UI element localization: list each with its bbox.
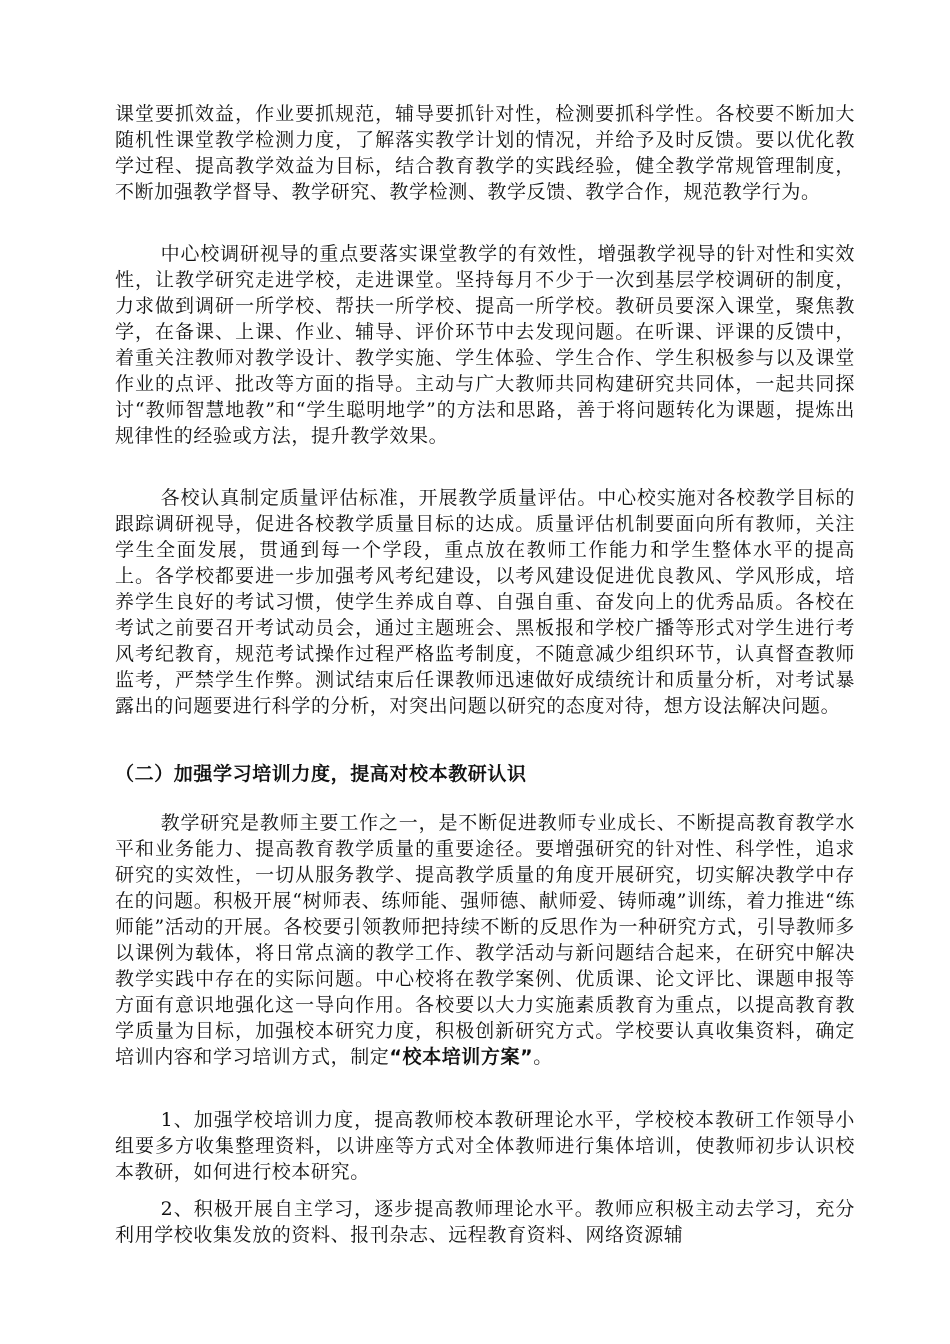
- paragraph-classroom-efficiency: 课堂要抓效益，作业要抓规范，辅导要抓针对性，检测要抓科学性。各校要不断加大随机性课堂教学检测力度，了解落实教学计划的情况，并给予及时反馈。要以优化教学过程、提高教学效益为目标，结合教育教学的实践经验，健全教学常规管理制度，不断加强教学督导、教学研究、教学检测、教学反馈、教学合作，规范教学行为。: [115, 103, 855, 203]
- school-training-plan-emphasis: “校本培训方案”: [389, 1046, 534, 1068]
- paragraph-item-1: 1、加强学校培训力度，提高教师校本教研理论水平，学校校本教研工作领导小组要多方收集整理资料，以讲座等方式对全体教师进行集体培训，使教师初步认识校本教研，如何进行校本研究。: [115, 1109, 855, 1183]
- paragraph-teaching-research-end: 。: [533, 1046, 553, 1068]
- paragraph-quality-assessment: 各校认真制定质量评估标准，开展教学质量评估。中心校实施对各校教学目标的跟踪调研视导，促进各校教学质量目标的达成。质量评估机制要面向所有教师，关注学生全面发展，贯通到每一个学段，重点放在教师工作能力和学生整体水平的提高上。各学校都要进一步加强考风考纪建设，以考风建设促进优良教风、学风形成，培养学生良好的考试习惯，使学生养成自尊、自强自重、奋发向上的优秀品质。各校在考试之前要召开考试动员会，通过主题班会、黑板报和学校广播等形式对学生进行考风考纪教育，规范考试操作过程严格监考制度，不随意减少组织环节，认真督查教师监考，严禁学生作弊。测试结束后任课教师迅速做好成绩统计和质量分析，对考试暴露出的问题要进行科学的分析，对突出问题以研究的态度对待，想方设法解决问题。: [115, 487, 855, 717]
- paragraph-teaching-research: [115, 810, 855, 1070]
- paragraph-item-2: 2、积极开展自主学习，逐步提高教师理论水平。教师应积极主动去学习，充分利用学校收集发放的资料、报刊杂志、远程教育资料、网络资源辅: [115, 1198, 855, 1246]
- paragraph-research-supervision: 中心校调研视导的重点要落实课堂教学的有效性，增强教学视导的针对性和实效性，让教学研究走进学校，走进课堂。坚持每月不少于一次到基层学校调研的制度，力求做到调研一所学校、帮扶一所学校、提高一所学校。教研员要深入课堂，聚焦教学，在备课、上课、作业、辅导、评价环节中去发现问题。在听课、评课的反馈中，着重关注教师对教学设计、教学实施、学生体验、学生合作、学生积极参与以及课堂作业的点评、批改等方面的指导。主动与广大教师共同构建研究共同体，一起共同探讨“教师智慧地教”和“学生聪明地学”的方法和思路，善于将问题转化为课题，提炼出规律性的经验或方法，提升教学效果。: [115, 243, 855, 447]
- section-heading: （二）加强学习培训力度，提高对校本教研认识: [115, 763, 527, 785]
- paragraph-teaching-research-text: 教学研究是教师主要工作之一，是不断促进教师专业成长、不断提高教育教学水平和业务能力、提高教育教学质量的重要途径。要增强研究的针对性、科学性，追求研究的实效性，一切从服务教学、提高教学质量的角度开展研究，切实解决教学中存在的问题。积极开展“树师表、练师能、强师德、献师爱、铸师魂”训练，着力推进“练师能”活动的开展。各校要引领教师把持续不断的反思作为一种研究方式，引导教师多以课例为载体，将日常点滴的教学工作、教学活动与新问题结合起来，在研究中解决教学实践中存在的实际问题。中心校将在教学案例、优质课、论文评比、课题申报等方面有意识地强化这一导向作用。各校要以大力实施素质教育为重点，以提高教育教学质量为目标，加强校本研究力度，积极创新研究方式。学校要认真收集资料，确定培训内容和学习培训方式，制定: [115, 812, 855, 1068]
